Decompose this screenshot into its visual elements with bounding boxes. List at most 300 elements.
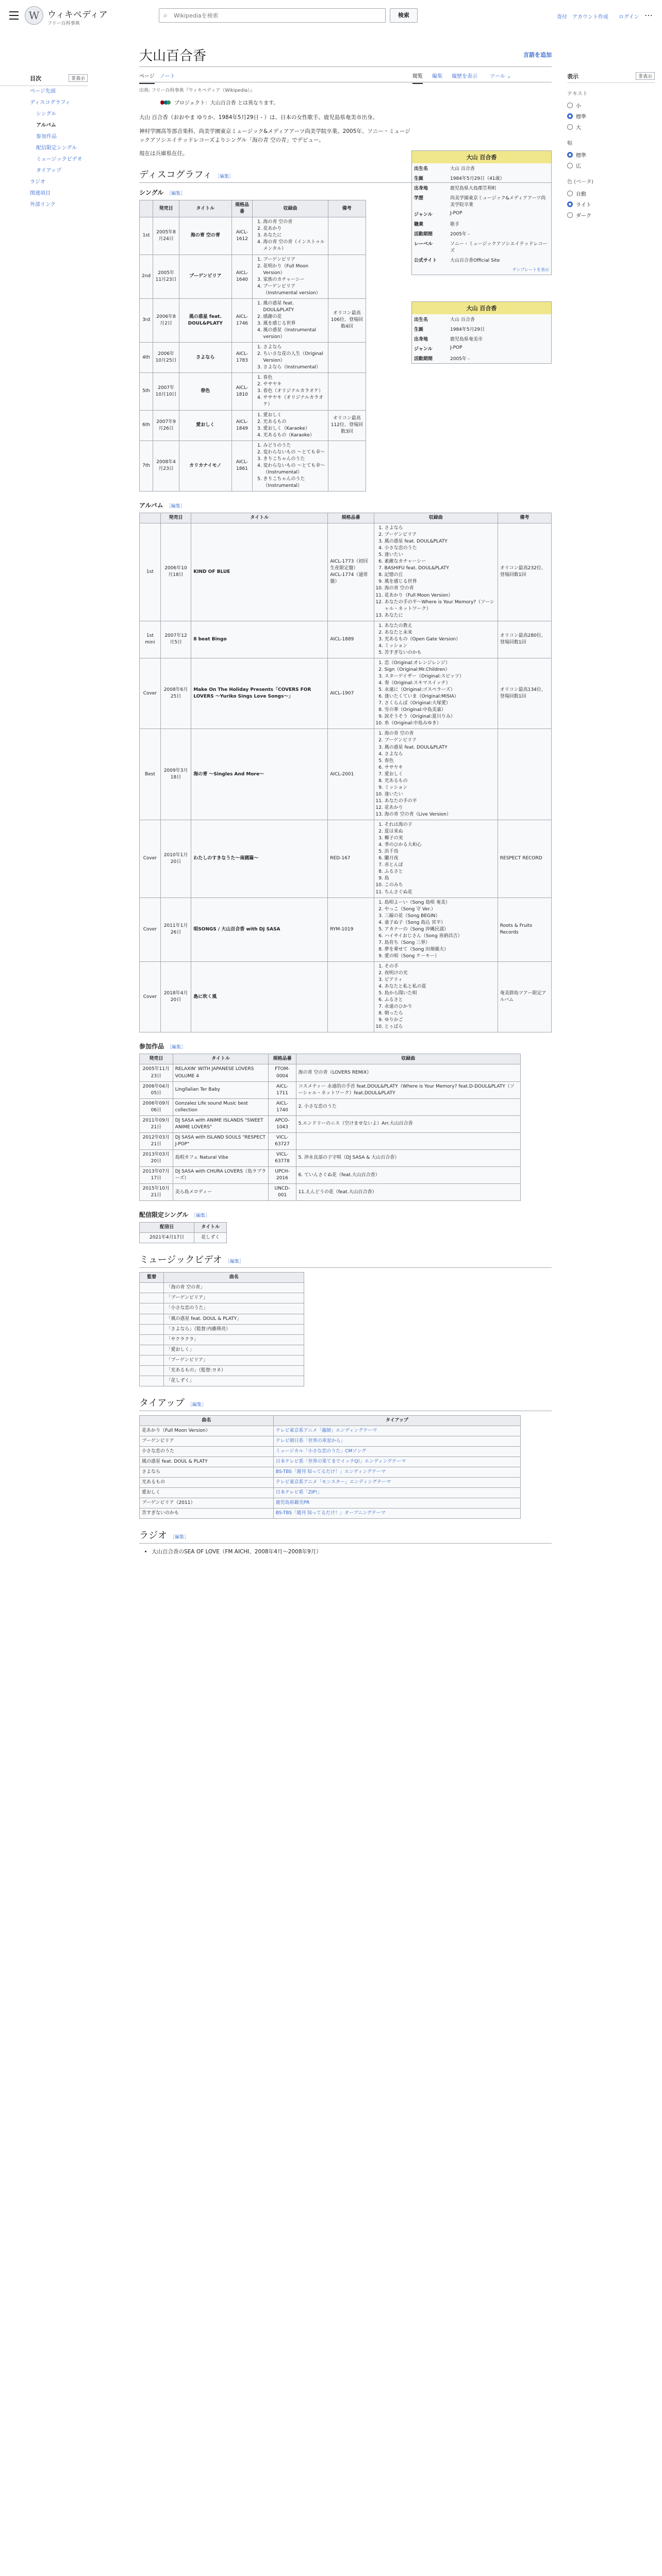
track-item: 3. 愛おしく（Karaoke）	[263, 426, 325, 432]
track-item: 3. 春色（オリジナルカラオケ）	[263, 388, 325, 395]
mv-director	[140, 1303, 164, 1314]
track-list	[376, 660, 495, 727]
tieup-song: 風の惑星 feat. DOUL & PLATY	[140, 1457, 274, 1467]
infobox-value: 大山 百合香	[450, 317, 475, 323]
tab-tools[interactable]: ツール ⌄	[490, 74, 511, 79]
mv-director	[140, 1314, 164, 1324]
site-header	[0, 0, 662, 31]
track-item: 3. スターゲイザー（Original:スピッツ）	[385, 673, 495, 680]
track-item: 4. ササヤキ（オリジナルカラオケ）	[263, 395, 325, 408]
digital-date: 2021年4月17日	[140, 1233, 194, 1243]
mv-songs: 「風の惑星 feat. DOUL & PLATY」	[164, 1314, 304, 1324]
track-list	[376, 822, 495, 896]
album-title: わたしのすきなうた～南國篇～	[191, 820, 328, 898]
part-date: 2015年10月21日	[140, 1184, 173, 1201]
track-item: 7. さくらんぼ（Original:大塚愛）	[385, 700, 495, 707]
track-item: 8. 朝ったら	[385, 1010, 495, 1017]
album-number: Cover	[140, 658, 161, 728]
table-row	[140, 1098, 521, 1115]
track-item: 1. 風の惑星 feat. DOUL&PLATY	[263, 300, 325, 314]
track-list	[255, 375, 325, 408]
participation-table	[139, 1054, 521, 1201]
edit-link[interactable]: ［編集］	[167, 191, 186, 197]
single-note: オリコン最高112位、登場回数3回	[328, 410, 366, 440]
track-item: 1. みどりのうた	[263, 443, 325, 449]
track-item: 4. あなたと私と私の夏	[385, 984, 495, 990]
track-item: 10. とぅぱら	[385, 1024, 495, 1030]
digital-title: 花しずく	[194, 1233, 227, 1243]
track-item: 8. 記憶の丘	[385, 572, 495, 579]
part-date: 2006年09月06日	[140, 1098, 173, 1115]
single-note	[328, 217, 366, 255]
mv-director	[140, 1293, 164, 1303]
album-note: オリコン最高232位、登場回数1回	[498, 523, 551, 621]
single-number: 1st	[140, 217, 153, 255]
part-date: 2013年07月17日	[140, 1167, 173, 1184]
track-item: 5. アカナーの（Song 沖縄民謡）	[385, 926, 495, 933]
mv-table	[139, 1272, 304, 1386]
tieup-link[interactable]: 日本テレビ系「ZIP!」	[273, 1488, 520, 1498]
album-tracks	[374, 897, 498, 961]
color-option-dark[interactable]: ダーク	[567, 210, 655, 221]
track-item: 1. 海の青 空の青	[263, 219, 325, 226]
track-item: 1. あなたの教え	[385, 623, 495, 630]
infobox-title: 大山 百合香	[412, 151, 551, 163]
table-row	[140, 1167, 521, 1184]
table-row	[140, 373, 366, 410]
singles-header-row	[140, 200, 366, 217]
tab-page[interactable]: ページ	[139, 72, 155, 84]
track-item: 3. さよなら（Instrumental）	[263, 364, 325, 371]
track-list	[255, 257, 325, 297]
table-row	[140, 1064, 521, 1081]
tieup-song: 花あかり（Full Moon Version）	[140, 1426, 274, 1436]
single-tracks	[253, 373, 328, 410]
single-code: AICL-1861	[231, 440, 253, 491]
table-row	[140, 1314, 304, 1324]
text-option-small[interactable]: 小	[567, 100, 655, 111]
track-item: 7. 永遠のひかり	[385, 1004, 495, 1010]
menu-icon[interactable]	[9, 11, 19, 20]
table-row	[140, 658, 552, 728]
infobox-value: 大山百合香Official Site	[450, 258, 500, 263]
radio-icon	[567, 163, 573, 168]
track-item: 4. 海の青 空の青（インストゥルメンタル）	[263, 239, 325, 252]
tab-edit[interactable]: 編集	[432, 74, 442, 79]
wikipedia-logo-icon[interactable]: W	[25, 6, 43, 25]
table-row	[140, 1478, 521, 1488]
track-list	[376, 525, 495, 619]
track-item: 13. 海の青 空の青（Live Version）	[385, 811, 495, 818]
track-list	[376, 623, 495, 656]
edit-link[interactable]: ［編集］	[167, 1045, 186, 1050]
track-item: 1. 春色	[263, 375, 325, 381]
single-date: 2005年11月23日	[153, 255, 179, 298]
color-option-light[interactable]: ライト	[567, 199, 655, 210]
table-row	[140, 1426, 521, 1436]
albums-header-cell: 規格品番	[328, 513, 374, 523]
table-row	[140, 961, 552, 1032]
tieup-song: 愛おしく	[140, 1488, 274, 1498]
track-item: 2. Sign（Original:Mr.Children）	[385, 667, 495, 673]
album-date: 2009年3月18日	[160, 729, 191, 820]
track-item: 10. 海の青 空の青	[385, 585, 495, 592]
width-option-standard[interactable]: 標準	[567, 149, 655, 160]
participation-header-cell: 収録曲	[296, 1054, 520, 1064]
albums-header-cell: 備考	[498, 513, 551, 523]
part-date: 2006年04月05日	[140, 1081, 173, 1098]
track-item: 2. 夜明けの光	[385, 970, 495, 977]
tieup-link[interactable]: ミュージカル「小さな恋のうた」CMソング	[273, 1446, 520, 1456]
section-mv: ミュージックビデオ ［編集］	[139, 1252, 552, 1268]
album-date: 2011年1月26日	[160, 897, 191, 961]
toc-hide-button[interactable]: 非表示	[69, 74, 88, 82]
toc-item-top[interactable]: ページ先頭	[30, 89, 56, 94]
track-item: 3. 光あるもの（Open Gate Version）	[385, 636, 495, 643]
track-item: 13. あなたに	[385, 613, 495, 619]
infobox-key: 公式サイト	[414, 258, 437, 263]
track-list	[376, 731, 495, 818]
radio-icon	[567, 124, 573, 130]
mv-director	[140, 1376, 164, 1386]
infobox-key: 活動期間	[414, 232, 433, 237]
toc-item-album[interactable]: アルバム	[36, 123, 56, 128]
infobox-key: 生誕	[414, 327, 424, 332]
toc-item-single[interactable]: シングル	[36, 111, 57, 117]
mv-songs: 「海の青 空の青」	[164, 1283, 304, 1293]
infobox-secondary-title: 大山 百合香	[412, 302, 551, 314]
part-track: 5. 沖永良部の子守唄（DJ SASA & 大山百合香）	[296, 1149, 520, 1166]
toc-item-radio[interactable]: ラジオ	[30, 179, 45, 185]
participation-header-cell: タイトル	[173, 1054, 269, 1064]
infobox-key: 出身地	[414, 337, 428, 342]
infobox-value: 1984年5月29日（41歳）	[450, 176, 505, 181]
track-item: 3. 家族のカチャーシー	[263, 277, 325, 283]
album-code: RED-167	[328, 820, 374, 898]
single-title: さよなら	[179, 343, 231, 373]
track-item: 1. さよなら	[263, 344, 325, 351]
single-title: 春色	[179, 373, 231, 410]
toc-item-tieup[interactable]: タイアップ	[36, 168, 61, 174]
toc-item-mv[interactable]: ミュージックビデオ	[36, 157, 82, 162]
single-date: 2006年8月2日	[153, 298, 179, 342]
album-code: AICL-1889	[328, 621, 374, 658]
track-item: 4. ミッション	[385, 643, 495, 650]
table-row	[140, 1498, 521, 1509]
template-link[interactable]: テンプレートを表示	[512, 267, 549, 272]
section-tieup: タイアップ ［編集］	[139, 1396, 552, 1411]
track-item: 1. 恋（Original:オレンジレンジ）	[385, 660, 495, 667]
track-list	[255, 344, 325, 371]
table-of-contents	[0, 72, 93, 211]
infobox-value: 2005年 -	[450, 357, 470, 362]
search-button[interactable]: 検索	[390, 8, 418, 23]
part-track	[296, 1132, 520, 1149]
infobox-value: J-POP	[450, 345, 462, 350]
part-code: VICL-63727	[269, 1132, 296, 1149]
track-item: 4. 奏（Original:スキマスイッチ）	[385, 680, 495, 687]
track-item: 3. ピアリィ	[385, 977, 495, 984]
edit-link[interactable]: ［編集］	[191, 1213, 210, 1219]
track-item: 7. BASHIFU feat. DOUL&PLATY	[385, 565, 495, 572]
track-list	[376, 963, 495, 1030]
album-date: 2010年1月20日	[160, 820, 191, 898]
table-row	[140, 1184, 521, 1201]
track-item: 4. 光あるもの（Karaoke）	[263, 432, 325, 439]
site-wordmark[interactable]: ウィキペディア	[47, 10, 108, 20]
toc-item-participation[interactable]: 参加作品	[36, 134, 57, 140]
single-tracks	[253, 217, 328, 255]
track-item: 11. ちんさぐぬ花	[385, 889, 495, 896]
mv-songs: 「光あるもの」（監督:ヨネ）	[164, 1365, 304, 1376]
track-item: 1. ブーゲンビリア	[263, 257, 325, 263]
albums-table	[139, 513, 552, 1032]
track-item: 8. 夢を乗せて（Song 田畑義夫）	[385, 946, 495, 953]
login-link[interactable]: ログイン	[619, 14, 639, 20]
part-track: コスメティー 永遠的の手首 feat.DOUL&PLATY（Where is Your Memory? feat.D-DOUL&PLATY（ソーシャル・ネットワーク）feat.DOUL&PLATY	[296, 1081, 520, 1098]
album-note: RESPECT RECORD	[498, 820, 551, 898]
table-row	[140, 1283, 304, 1293]
edit-link[interactable]: ［編集］	[170, 1535, 189, 1540]
tieup-link[interactable]: テレビ朝日系「世界の車窓から」	[273, 1436, 520, 1446]
donate-link[interactable]: 寄付	[557, 14, 567, 20]
part-title: 美ら島メロディー	[173, 1184, 269, 1201]
track-item: 4. 季のひかる大和心	[385, 842, 495, 849]
infobox-value: 鹿児島県大島郡笠利町	[450, 186, 497, 191]
album-number: Cover	[140, 820, 161, 898]
text-option-large[interactable]: 大	[567, 122, 655, 132]
track-item: 7. 赤とんぼ	[385, 862, 495, 869]
mv-songs: 「小さな恋のうた」	[164, 1303, 304, 1314]
single-title: カリカナイモノ	[179, 440, 231, 491]
tieup-link[interactable]: BS-TBS「週刊 知ってるだけ！」エンディングテーマ	[273, 1467, 520, 1478]
part-track: 海の青 空の青（LOVERS REMIX）	[296, 1064, 520, 1081]
infobox-key: 出身地	[414, 186, 428, 191]
mv-songs: 「ブーゲンビリア」	[164, 1355, 304, 1365]
track-item: 2. ブーゲンビリア	[385, 737, 495, 744]
single-number: 3rd	[140, 298, 153, 342]
appearance-heading: 表示 非表示	[567, 72, 655, 83]
track-item: 3. 風を感じる世界	[263, 320, 325, 327]
track-item: 4. 風の惑星（Instrumental version）	[263, 327, 325, 341]
infobox-value: 1984年5月29日	[450, 327, 485, 332]
album-title: 8 beat Bingo	[191, 621, 328, 658]
track-item: 2. ブーゲンビリア	[385, 532, 495, 538]
track-item: 2. 花あかり	[263, 226, 325, 232]
radio-selected-icon	[567, 201, 573, 207]
album-code: AICL-1907	[328, 658, 374, 728]
album-title: KIND OF BLUE	[191, 523, 328, 621]
infobox-value: ソニー・ミュージックアソシエイテッドレコーズ	[450, 242, 548, 253]
album-title: 島に吹く風	[191, 961, 328, 1032]
singles-header-cell: 収録曲	[253, 200, 328, 217]
track-item: 4. 童子ぬ子（Song 島込 宮平）	[385, 920, 495, 926]
single-number: 2nd	[140, 255, 153, 298]
table-row	[140, 1324, 304, 1334]
infobox-value: 鹿児島県奄美市	[450, 337, 483, 342]
single-date: 2008年4月23日	[153, 440, 179, 491]
part-code: UNCD-001	[269, 1184, 296, 1201]
search-box	[159, 8, 386, 23]
table-row	[140, 1509, 521, 1519]
album-code	[328, 961, 374, 1032]
digital-header-row	[140, 1223, 227, 1233]
single-date: 2007年9月26日	[153, 410, 179, 440]
part-code: AICL-1740	[269, 1098, 296, 1115]
single-date: 2005年8月24日	[153, 217, 179, 255]
album-tracks	[374, 523, 498, 621]
track-item: 3. きりこちゃんのうた	[263, 456, 325, 463]
track-item: 3. あなたに	[263, 232, 325, 239]
project-icon	[160, 99, 171, 106]
toc-item-digital[interactable]: 配信限定シングル	[36, 145, 77, 151]
table-row	[140, 440, 366, 491]
part-title: RELAXIN' WITH JAPANESE LOVERS VOLUME 4	[173, 1064, 269, 1081]
more-options-icon[interactable]: ⋯	[644, 10, 653, 20]
infobox-value: J-POP	[450, 211, 462, 216]
albums-header-row	[140, 513, 552, 523]
track-item: 10. 逢いたい	[385, 791, 495, 798]
albums-header-cell: 収録曲	[374, 513, 498, 523]
album-number: Best	[140, 729, 161, 820]
album-number: Cover	[140, 961, 161, 1032]
edit-link[interactable]: ［編集］	[187, 1402, 206, 1408]
singles-header-cell: 発売日	[153, 200, 179, 217]
table-row	[140, 343, 366, 373]
edit-link[interactable]: ［編集］	[166, 504, 185, 510]
section-album: アルバム ［編集］	[139, 502, 185, 510]
search-input[interactable]	[174, 10, 380, 21]
table-row	[140, 1334, 304, 1345]
track-item: 10. 糸（Original:中島みゆき）	[385, 720, 495, 727]
album-date: 2007年12月5日	[160, 621, 191, 658]
appearance-hide-button[interactable]: 非表示	[636, 72, 655, 80]
track-item: 7. 島育ち（Song 三界）	[385, 940, 495, 946]
table-row	[140, 820, 552, 898]
infobox-key: 生誕	[414, 176, 424, 181]
album-note: オリコン最高134位、登場回数1回	[498, 658, 551, 728]
part-date: 2011年09月21日	[140, 1115, 173, 1132]
tieup-link[interactable]: テレビ東京系アニメ「モンスター」エンディングテーマ	[273, 1478, 520, 1488]
mv-header-cell: 曲名	[164, 1273, 304, 1283]
single-code: AICL-1640	[231, 255, 253, 298]
table-row	[140, 1303, 304, 1314]
main-content	[139, 45, 552, 1555]
radio-selected-icon	[567, 113, 573, 119]
album-number: 1st mini	[140, 621, 161, 658]
single-number: 6th	[140, 410, 153, 440]
infobox-value: 尚美学園東京ミュージック&メディアアーツ尚美学院卒業	[450, 196, 546, 208]
edit-link[interactable]: ［編集］	[225, 1259, 244, 1265]
track-item: 7. 愛おしく	[385, 771, 495, 778]
infobox-key: 活動期間	[414, 357, 433, 362]
width-option-wide[interactable]: 広	[567, 160, 655, 171]
track-list	[255, 300, 325, 341]
single-title: ブーゲンビリア	[179, 255, 231, 298]
text-option-standard[interactable]: 標準	[567, 111, 655, 122]
album-number: 1st	[140, 523, 161, 621]
infobox-key: レーベル	[414, 242, 433, 247]
track-item: 4. 変わらないもの ～とても幸～（Instrumental）	[263, 463, 325, 476]
track-item: 4. ブーゲンビリア（Instrumental version）	[263, 283, 325, 297]
table-row	[140, 523, 552, 621]
toc-item-discography[interactable]: ディスコグラフィ	[30, 100, 71, 106]
part-date: 2013年03月20日	[140, 1149, 173, 1166]
single-code: AICL-1783	[231, 343, 253, 373]
table-row	[140, 1457, 521, 1467]
table-row	[140, 217, 366, 255]
section-single: シングル ［編集］	[139, 189, 186, 197]
radio-selected-icon	[567, 152, 573, 158]
album-date: 2018年4月20日	[160, 961, 191, 1032]
tab-history[interactable]: 履歴を表示	[452, 74, 477, 79]
tieup-link[interactable]: BS-TBS「週刊 知ってるだけ！」オープニングテーマ	[273, 1509, 520, 1519]
site-tagline: フリー百科事典	[47, 21, 80, 26]
tab-read[interactable]: 閲覧	[412, 72, 423, 84]
mv-songs: 「ブーゲンビリア」	[164, 1293, 304, 1303]
single-title: 愛おしく	[179, 410, 231, 440]
single-code: AICL-1746	[231, 298, 253, 342]
track-item: 1. 海の青 空の青	[385, 731, 495, 737]
track-item: 6. ふるさと	[385, 997, 495, 1004]
part-code: FTOM-0004	[269, 1064, 296, 1081]
section-discography: ディスコグラフィ ［編集］	[139, 167, 552, 183]
add-language-button[interactable]: 言語を追加	[523, 52, 552, 58]
radio-item: • 大山百合香のSEA OF LOVE（FM AICHI、2008年4月～2008年9月）	[152, 1548, 552, 1555]
track-item: 5. 苦すぎないのかも	[385, 650, 495, 656]
singles-header-cell: 備考	[328, 200, 366, 217]
single-number: 7th	[140, 440, 153, 491]
single-title: 風の惑星 feat. DOUL&PLATY	[179, 298, 231, 342]
track-item: 9. 愛の唄（Song ケーキー）	[385, 953, 495, 960]
album-tracks	[374, 961, 498, 1032]
track-item: 2. あなたと未来	[385, 630, 495, 636]
create-account-link[interactable]: アカウント作成	[572, 14, 608, 20]
tab-talk[interactable]: ノート	[160, 74, 175, 79]
table-row	[140, 1233, 227, 1243]
tieup-link[interactable]: テレビ東京系アニメ「蟲師」エンディングテーマ	[273, 1426, 520, 1436]
toc-item-related[interactable]: 関連項目	[30, 191, 51, 196]
tieup-table	[139, 1415, 521, 1519]
color-option-auto[interactable]: 自動	[567, 188, 655, 199]
toc-item-external[interactable]: 外部リンク	[30, 202, 56, 208]
part-code: AICL-1711	[269, 1081, 296, 1098]
album-note: 奄美群島ツアー限定アルバム	[498, 961, 551, 1032]
mv-header-row	[140, 1273, 304, 1283]
mv-header-cell: 監督	[140, 1273, 164, 1283]
tieup-link[interactable]: 鹿児島県観光PR	[273, 1498, 520, 1509]
track-item: 9. 風を感じる世界	[385, 579, 495, 585]
single-note	[328, 373, 366, 410]
intro-paragraph-2: 神村学園高等部音楽科、尚美学園東京ミュージック&メディアアーツ尚美学院卒業。2005年、ソニー・ミュージックアソシエイテッドレコーズよりシングル「海の青 空の青」でデビュー。	[139, 128, 410, 143]
edit-link[interactable]: ［編集］	[215, 174, 234, 180]
track-item: 6. 逢いたくていま（Original:MISIA）	[385, 693, 495, 700]
track-item: 2. 光あるもの	[263, 419, 325, 426]
track-item: 5. 永遠に（Original:ゴスペラーズ）	[385, 687, 495, 693]
tieup-link[interactable]: 日本テレビ系「世界の果てまでイッテQ!」エンディングテーマ	[273, 1457, 520, 1467]
track-item: 1. 愛おしく	[263, 412, 325, 419]
single-tracks	[253, 255, 328, 298]
tieup-song: ブーゲンビリア	[140, 1436, 274, 1446]
mv-director	[140, 1365, 164, 1376]
table-row	[140, 410, 366, 440]
track-item: 4. 小さな恋のうた	[385, 545, 495, 552]
tieup-song: 苦すぎないのかも	[140, 1509, 274, 1519]
table-row	[140, 1345, 304, 1355]
track-list	[376, 900, 495, 960]
album-title: 唄SONGS / 大山百合香 with DJ SASA	[191, 897, 328, 961]
table-row	[140, 1436, 521, 1446]
